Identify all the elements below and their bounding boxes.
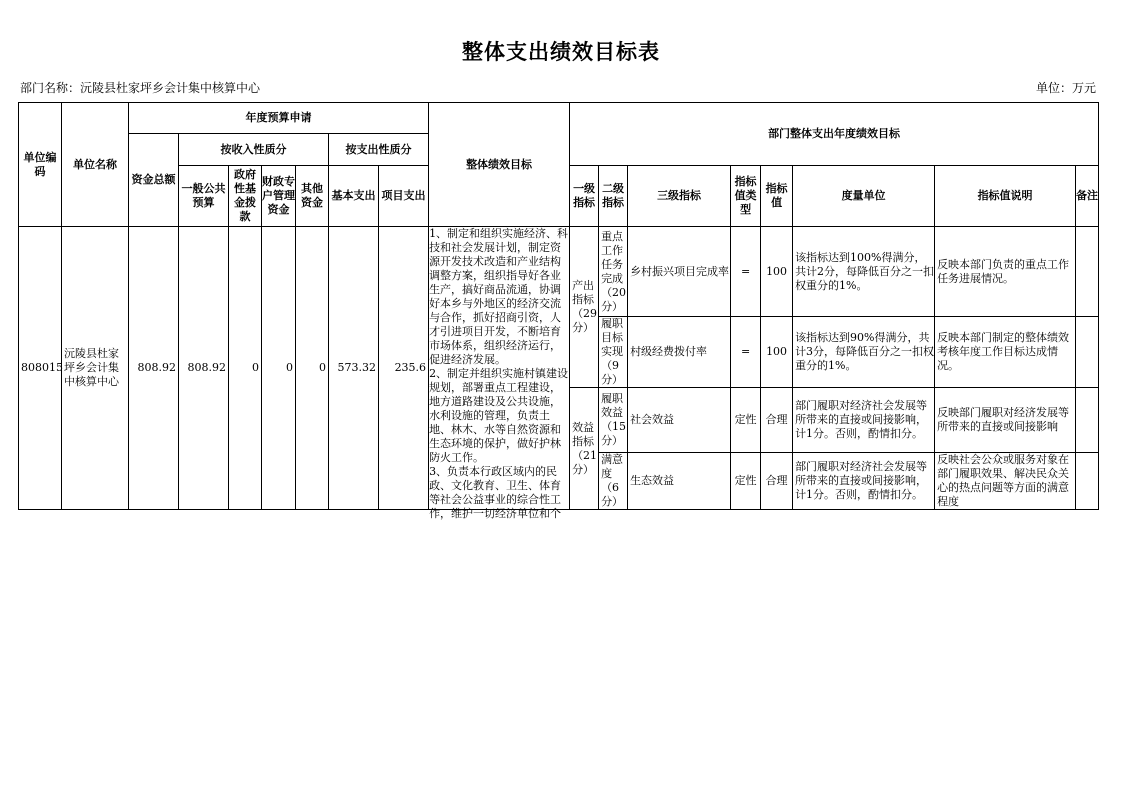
cell-lvl3: 村级经费拨付率	[628, 317, 731, 388]
header-other-funds: 其他资金	[296, 166, 329, 227]
department-name: 部门名称：沅陵县杜家坪乡会计集中核算中心	[20, 81, 261, 95]
cell-measure-unit: 该指标达到100%得满分，共计2分，每降低百分之一扣权重分的1%。	[793, 227, 935, 317]
cell-lvl2: 履职目标实现（9分）	[599, 317, 628, 388]
cell-project: 235.6	[379, 227, 429, 510]
cell-value-type: =	[731, 227, 761, 317]
cell-overall-goals	[429, 227, 570, 520]
header-value-type: 指标值类型	[731, 166, 761, 227]
cell-value-type: 定性	[731, 388, 761, 453]
header-by-expense: 按支出性质分	[329, 134, 429, 166]
cell-lvl2: 满意度（6分）	[599, 453, 628, 510]
header-project-exp: 项目支出	[379, 166, 429, 227]
cell-value-type: =	[731, 317, 761, 388]
page-title: 整体支出绩效目标表	[462, 40, 660, 64]
cell-unit-name: 沅陵县杜家坪乡会计集中核算中心	[62, 227, 129, 510]
cell-value-desc: 反映本部门制定的整体绩效考核年度工作目标达成情况。	[935, 317, 1076, 388]
unit-label: 单位：万元	[1035, 81, 1096, 95]
cell-value-desc: 反映部门履职对经济发展等所带来的直接或间接影响	[935, 388, 1076, 453]
cell-lvl2: 重点工作任务完成（20分）	[599, 227, 628, 317]
header-by-income: 按收入性质分	[179, 134, 329, 166]
header-value: 指标值	[761, 166, 793, 227]
cell-remark	[1076, 317, 1099, 388]
cell-total: 808.92	[129, 227, 179, 510]
cell-remark	[1076, 227, 1099, 317]
header-unit-name: 单位名称	[62, 103, 129, 227]
cell-basic: 573.32	[329, 227, 379, 510]
cell-measure-unit: 该指标达到90%得满分，共计3分，每降低百分之一扣权重分的1%。	[793, 317, 935, 388]
cell-fiscal-special: 0	[262, 227, 296, 510]
header-general-budget: 一般公共预算	[179, 166, 229, 227]
cell-value: 100	[761, 317, 793, 388]
cell-general: 808.92	[179, 227, 229, 510]
cell-value: 100	[761, 227, 793, 317]
cell-value-type: 定性	[731, 453, 761, 510]
cell-lvl3: 乡村振兴项目完成率	[628, 227, 731, 317]
header-unit-code: 单位编码	[19, 103, 62, 227]
table-row	[19, 227, 1099, 317]
cell-value: 合理	[761, 388, 793, 453]
header-dept-goal: 部门整体支出年度绩效目标	[570, 103, 1099, 166]
header-fiscal-special: 财政专户管理资金	[262, 166, 296, 227]
cell-lvl1-output: 产出指标（29分）	[570, 227, 599, 388]
cell-value: 合理	[761, 453, 793, 510]
header-remark: 备注	[1076, 166, 1099, 227]
header-measure-unit: 度量单位	[793, 166, 935, 227]
cell-unit-code: 808015	[19, 227, 62, 510]
cell-measure-unit: 部门履职对经济社会发展等所带来的直接或间接影响，计1分。否则，酌情扣分。	[793, 388, 935, 453]
cell-lvl3: 生态效益	[628, 453, 731, 510]
cell-lvl2: 履职效益（15分）	[599, 388, 628, 453]
cell-lvl3: 社会效益	[628, 388, 731, 453]
cell-other: 0	[296, 227, 329, 510]
header-gov-fund: 政府性基金拨款	[229, 166, 262, 227]
performance-table	[18, 102, 1099, 520]
header-value-desc: 指标值说明	[935, 166, 1076, 227]
overall-goals-text: 1、制定和组织实施经济、科技和社会发展计划，制定资源开发技术改造和产业结构调整方案，组织指导好各业生产，搞好商品流通，协调好本乡与外地区的经济交流与合作，抓好招商引资，人才引进项目开发，不断培育市场体系，组织经济运行，促进经济发展。 2、制定并组织实施村镇建设规划，部署重点工程建设，地方道路建设及公共设施，水利设施的管理，负责土地、林木、水等自然资源和生态环境的保护，做好护林防火工作。 3、负责本行政区域内的民政、文化教育、卫生、体育等社会公益事业的综合性工作，维护一切经济单位和个	[429, 227, 569, 520]
header-annual-budget: 年度预算申请	[129, 103, 429, 134]
header-overall-goal: 整体绩效目标	[429, 103, 570, 227]
cell-value-desc: 反映本部门负责的重点工作任务进展情况。	[935, 227, 1076, 317]
header-lvl1: 一级指标	[570, 166, 599, 227]
cell-value-desc: 反映社会公众或服务对象在部门履职效果、解决民众关心的热点问题等方面的满意程度	[935, 453, 1076, 510]
header-total-funds: 资金总额	[129, 134, 179, 227]
cell-remark	[1076, 453, 1099, 510]
cell-remark	[1076, 388, 1099, 453]
cell-lvl1-effect: 效益指标（21分）	[570, 388, 599, 510]
cell-gov-fund: 0	[229, 227, 262, 510]
header-lvl3: 三级指标	[628, 166, 731, 227]
header-lvl2: 二级指标	[599, 166, 628, 227]
header-basic-exp: 基本支出	[329, 166, 379, 227]
cell-measure-unit: 部门履职对经济社会发展等所带来的直接或间接影响，计1分。否则，酌情扣分。	[793, 453, 935, 510]
